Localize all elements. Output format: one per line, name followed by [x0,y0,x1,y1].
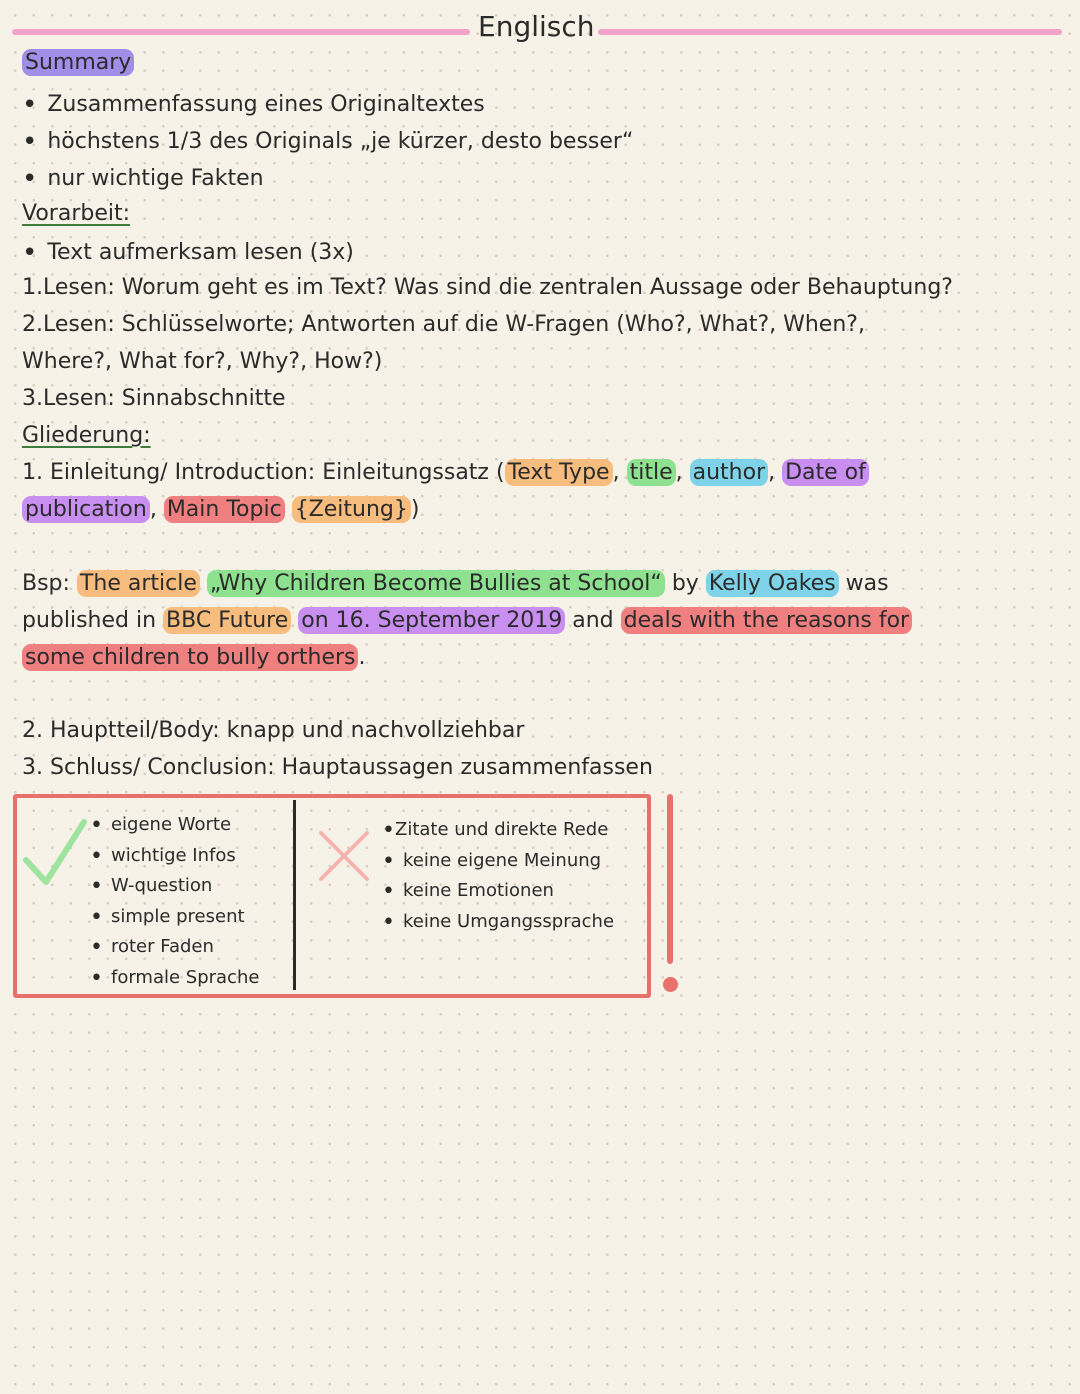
example-period: . [358,645,366,670]
example-by: by [664,571,706,596]
intro-line-1 [22,458,869,488]
read-step-1: 1.Lesen: Worum geht es im Text? Was sind die zentralen Aussage oder Behauptung? [22,275,953,300]
list-item: • eigene Worte [90,809,259,840]
title-highlight: title [627,459,676,486]
conclusion-part-line: 3. Schluss/ Conclusion: Hauptaussagen zusammenfassen [22,755,653,780]
read-step-3: 3.Lesen: Sinnabschnitte [22,386,286,411]
exclamation-icon-bar [667,794,673,964]
dos-list [90,809,259,992]
body-part-line: 2. Hauptteil/Body: knapp und nachvollziehbar [22,718,525,743]
list-item: • keine Umgangssprache [382,906,614,937]
vorarbeit-bullet: • Text aufmerksam lesen (3x) [22,236,354,268]
example-date-highlight: on 16. September 2019 [298,607,565,634]
box-divider [293,800,296,990]
list-item: • W-question [90,870,259,901]
example-source-highlight: BBC Future [163,607,291,634]
intro-sep-2: , [675,460,690,485]
intro-sep-4: , [149,497,164,522]
intro-prefix: 1. Einleitung/ Introduction: Einleitungssatz ( [22,460,505,485]
example-was: was [838,571,889,596]
list-item: • simple present [90,901,259,932]
summary-bullet-1: • Zusammenfassung eines Originaltextes [22,88,485,120]
zeitung-highlight: {Zeitung} [292,496,411,523]
summary-heading: Summary [22,49,134,76]
list-item: • formale Sprache [90,962,259,993]
exclamation-icon-dot [663,977,678,992]
summary-bullet-2: • höchstens 1/3 des Originals „je kürzer, desto besser“ [22,125,633,157]
vorarbeit-heading: Vorarbeit: [22,201,131,226]
example-line-1 [22,569,889,599]
example-topic-highlight-a: deals with the reasons for [621,607,912,634]
intro-sep-1: , [612,460,627,485]
intro-line-2 [22,495,419,525]
example-author-highlight: Kelly Oakes [706,570,839,597]
example-published-in: published in [22,608,164,633]
example-prefix: Bsp: [22,571,77,596]
summary-heading-line [22,48,134,78]
checkmark-icon [22,816,88,888]
main-topic-highlight: Main Topic [164,496,285,523]
example-line-3 [22,643,365,673]
donts-list [382,814,614,936]
list-item: • keine eigene Meinung [382,845,614,876]
author-highlight: author [690,459,769,486]
example-line-2 [22,606,912,636]
example-article-highlight: The article [77,570,200,597]
date-highlight-b: publication [22,496,150,523]
list-item: • roter Faden [90,931,259,962]
cross-icon [316,828,372,884]
intro-sep-3: , [768,460,783,485]
list-item: • keine Emotionen [382,875,614,906]
summary-bullet-3: • nur wichtige Fakten [22,162,264,194]
intro-suffix: ) [410,497,420,522]
example-title-highlight: „Why Children Become Bullies at School“ [207,570,665,597]
list-item: • wichtige Infos [90,840,259,871]
read-step-2a: 2.Lesen: Schlüsselworte; Antworten auf die W-Fragen (Who?, What?, When?, [22,312,865,337]
header-line-left [12,29,470,35]
header-line-right [598,29,1062,35]
example-sp-1 [200,571,207,596]
text-type-highlight: Text Type [505,459,613,486]
page-title: Englisch [478,10,595,43]
date-highlight-a: Date of [782,459,869,486]
example-and: and [565,608,621,633]
list-item: • Zitate und direkte Rede [382,814,614,845]
intro-sep-5 [285,497,292,522]
gliederung-heading: Gliederung: [22,423,151,448]
example-topic-highlight-b: some children to bully orthers [22,644,358,671]
read-step-2b: Where?, What for?, Why?, How?) [22,349,383,374]
